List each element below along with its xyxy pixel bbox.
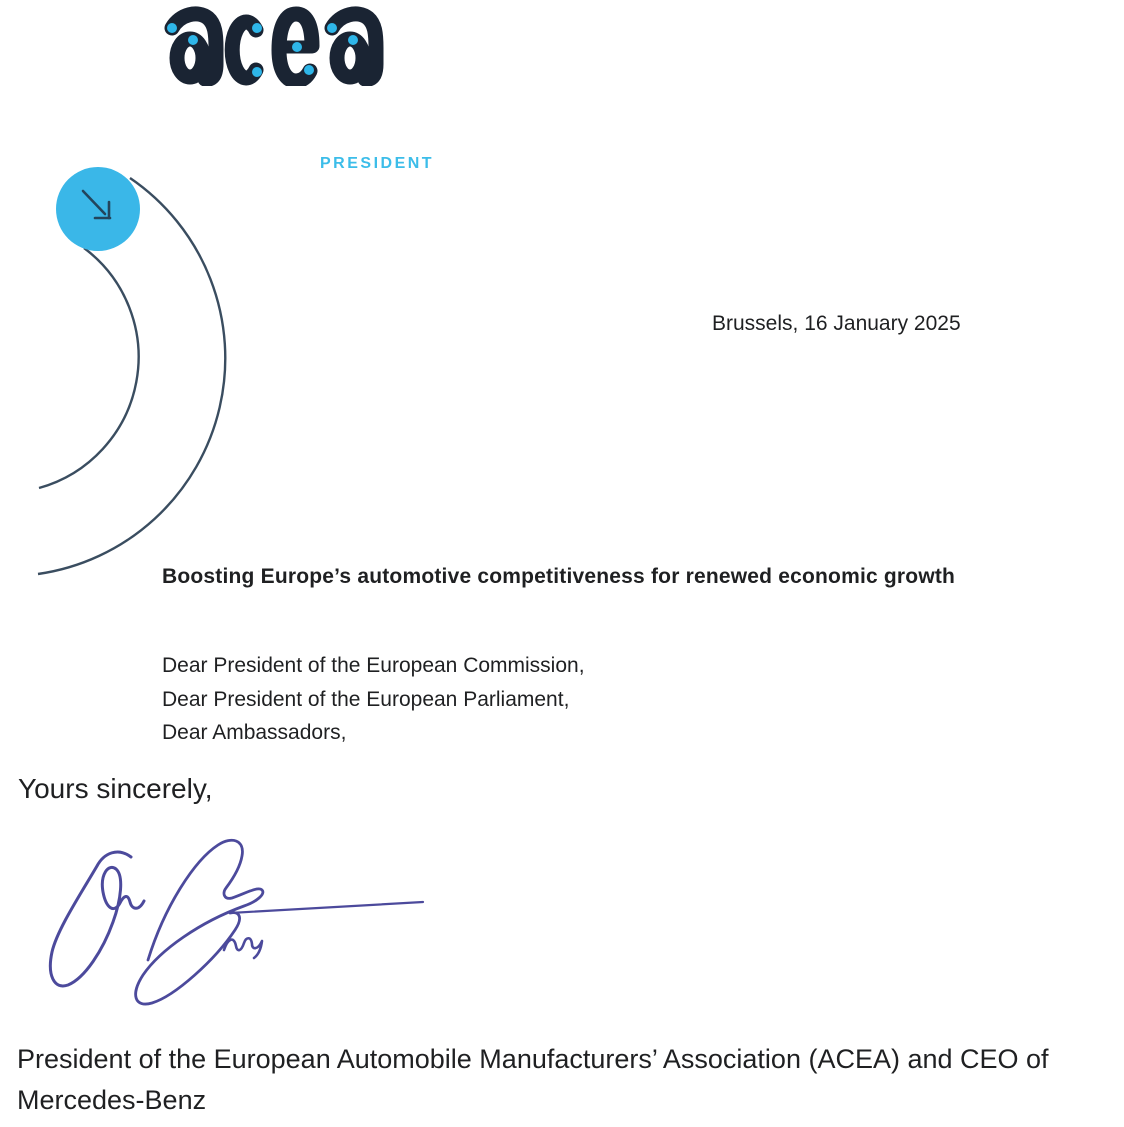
cyan-circle: [56, 167, 140, 251]
inner-arc: [39, 248, 139, 488]
office-label: PRESIDENT: [320, 155, 435, 172]
signoff-line-company: Mercedes-Benz: [17, 1085, 207, 1115]
closing-line: Yours sincerely,: [18, 773, 213, 804]
salutation-line-ambassadors: Dear Ambassadors,: [162, 721, 347, 744]
salutation-line-commission: Dear President of the European Commission,: [162, 654, 585, 677]
outer-arc: [38, 178, 225, 574]
signature-ink: [30, 825, 440, 1020]
place-date-line: Brussels, 16 January 2025: [712, 312, 961, 335]
signoff-block: [17, 1039, 1117, 1121]
subject-line: Boosting Europe’s automotive competitiveness for renewed economic growth: [162, 565, 956, 588]
decorative-arcs-graphic: [0, 148, 240, 593]
acea-logo: [160, 6, 385, 86]
signoff-line-title: President of the European Automobile Manufacturers’ Association (ACEA) and CEO of: [17, 1044, 1049, 1074]
salutation-line-parliament: Dear President of the European Parliament,: [162, 687, 570, 711]
salutation-block: [162, 649, 585, 750]
